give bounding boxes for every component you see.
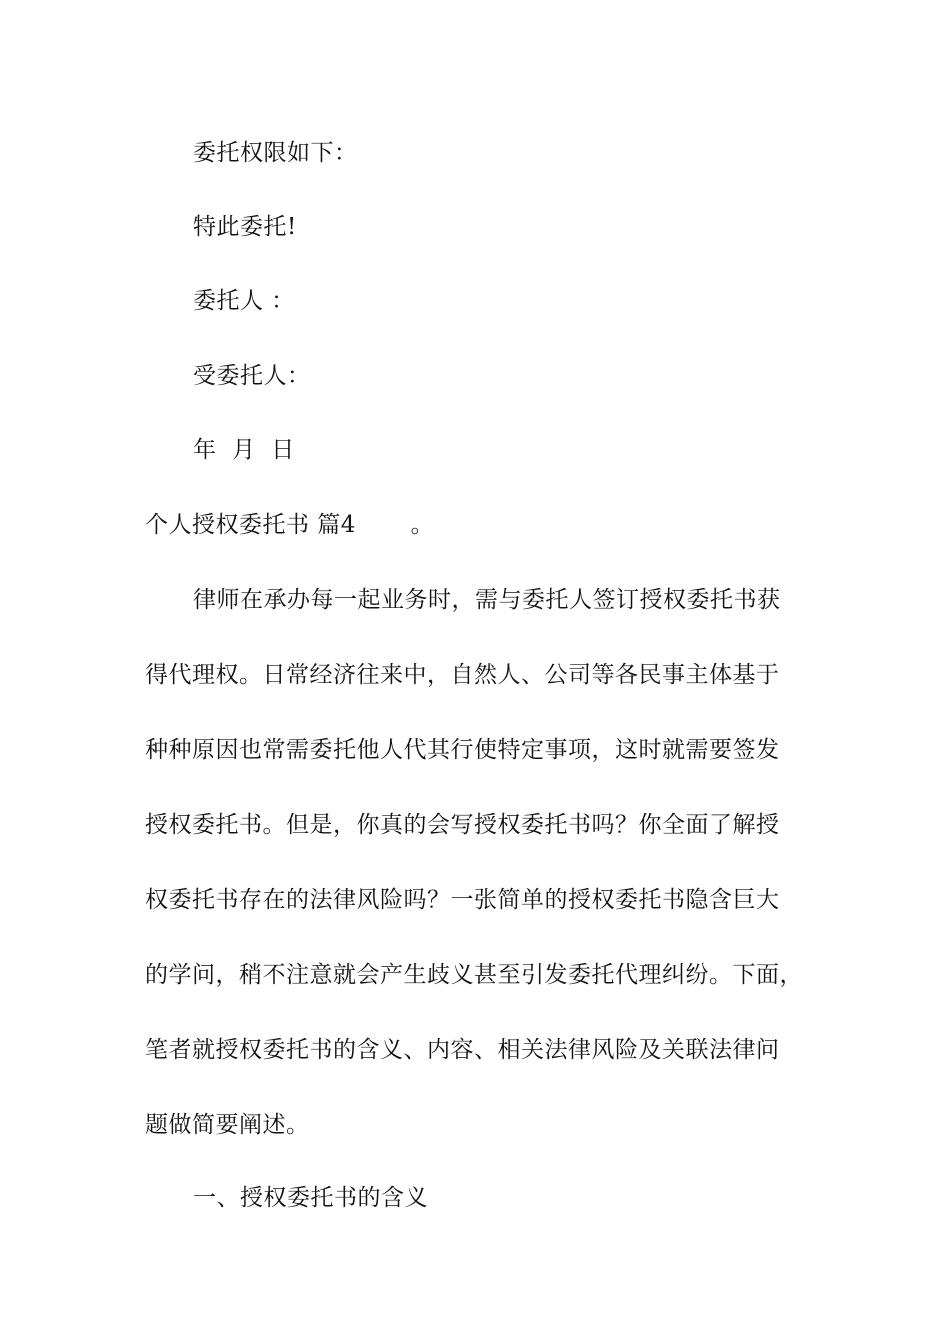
authority-label: 委托权限如下： xyxy=(193,140,358,166)
paragraph-line: 授权委托书。但是，你真的会写授权委托书吗？你全面了解授 xyxy=(145,812,780,838)
paragraph-line: 题做简要阐述。 xyxy=(145,1112,310,1138)
paragraph-line: 种种原因也常需委托他人代其行使特定事项，这时就需要签发 xyxy=(145,737,780,763)
agent-label: 受委托人： xyxy=(193,363,311,389)
paragraph-line: 的学问，稍不注意就会产生歧义甚至引发委托代理纠纷。下面， xyxy=(145,962,803,988)
heading-one: 一、授权委托书的含义 xyxy=(193,1185,428,1211)
body-paragraph xyxy=(145,585,825,1185)
paragraph-line: 权委托书存在的法律风险吗？一张简单的授权委托书隐含巨大 xyxy=(145,887,780,913)
paragraph-line: 笔者就授权委托书的含义、内容、相关法律风险及关联法律问 xyxy=(145,1037,780,1063)
date-line: 年 月 日 xyxy=(193,437,295,463)
paragraph-line: 得代理权。日常经济往来中，自然人、公司等各民事主体基于 xyxy=(145,662,780,688)
hereby-entrust-text: 特此委托! xyxy=(193,214,297,240)
section-title: 个人授权委托书 篇4 。 xyxy=(145,512,435,538)
paragraph-line: 律师在承办每一起业务时，需与委托人签订授权委托书获 xyxy=(193,587,781,613)
principal-label: 委托人 ： xyxy=(193,288,295,314)
